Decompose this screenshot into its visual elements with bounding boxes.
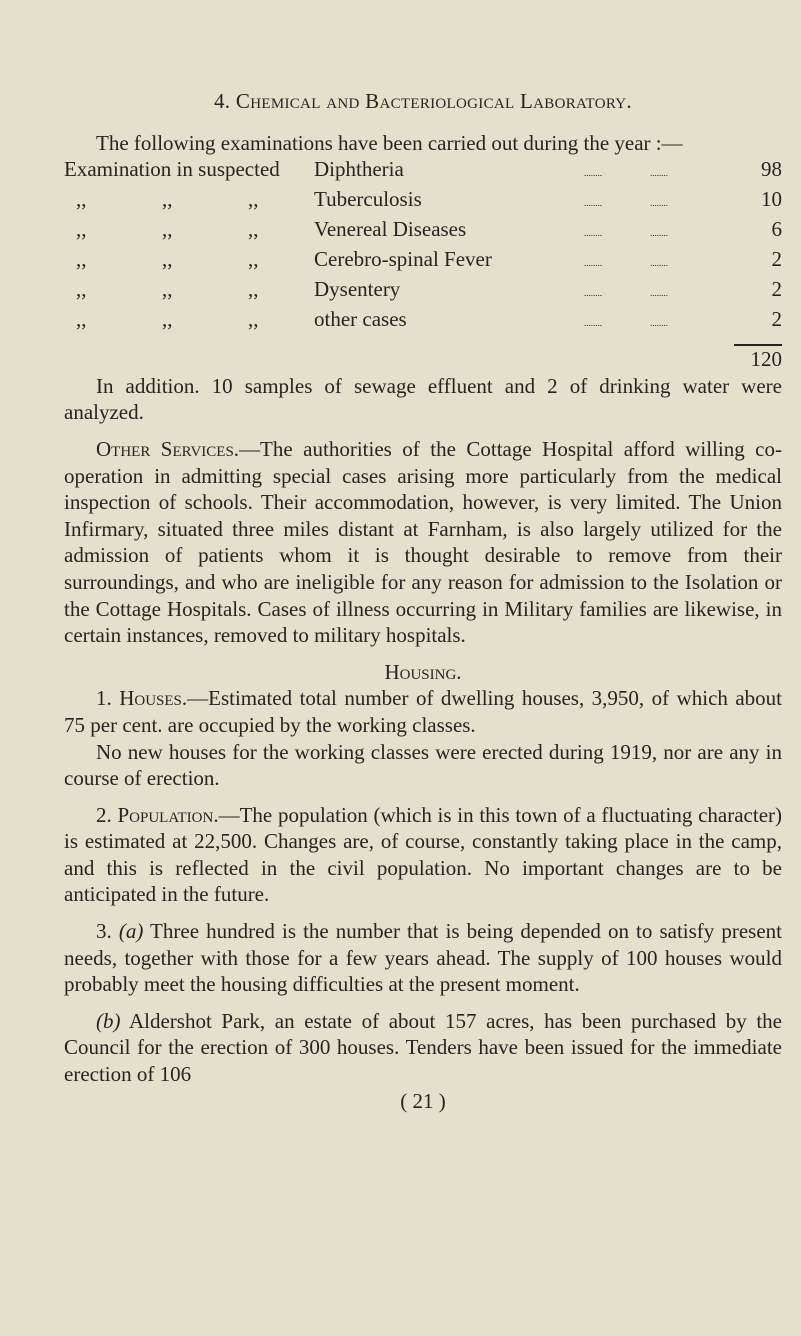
exam-count: 2 bbox=[771, 247, 782, 272]
exam-label: Venereal Diseases bbox=[314, 217, 467, 242]
leader-dots: ........ bbox=[650, 288, 668, 299]
other-services-text: —The authorities of the Cottage Hospital afford willing co-operation in admitting special cases arising more particularly from the medical inspection of schools. Their accommodation, however, is very limited. The Union Infirmary, situated three miles distant at Farnham, is also largely utilized for the admission of patients whom it is thought desirable to remove from their surroundings, and who are ineligible for any reason for admission to the Isolation or the Cottage Hospitals. Cases of illness occurring in Military families are likewise, in certain instances, removed to military hospitals. bbox=[64, 436, 782, 648]
exam-total: 120 bbox=[750, 347, 782, 372]
leader-dots: ........ bbox=[584, 228, 602, 239]
exam-table bbox=[64, 156, 782, 336]
leader-dots: ........ bbox=[584, 288, 602, 299]
exam-count: 2 bbox=[771, 277, 782, 302]
ditto-mark: ,, bbox=[248, 277, 259, 302]
population-paragraph bbox=[64, 802, 782, 908]
other-services-heading: Other Services. bbox=[96, 436, 240, 461]
exam-count: 6 bbox=[771, 217, 782, 242]
page-number: ( 21 ) bbox=[400, 1088, 446, 1113]
exam-row bbox=[64, 156, 782, 186]
exam-lead-cell bbox=[64, 216, 314, 246]
exam-label: Tuberculosis bbox=[314, 187, 422, 212]
p3b-letter: (b) bbox=[96, 1008, 121, 1033]
leader-dots: ........ bbox=[650, 258, 668, 269]
addition-paragraph: In addition. 10 samples of sewage effluent and 2 of drinking water were analyzed. bbox=[64, 373, 782, 425]
exam-lead: Examination in suspected bbox=[64, 157, 280, 182]
ditto-mark: ,, bbox=[76, 187, 87, 212]
leader-dots: ........ bbox=[650, 198, 668, 209]
leader-dots: ........ bbox=[584, 198, 602, 209]
ditto-mark: ,, bbox=[248, 247, 259, 272]
no-new-houses-paragraph: No new houses for the working classes were erected during 1919, nor are any in course of erection. bbox=[64, 739, 782, 791]
ditto-mark: ,, bbox=[76, 277, 87, 302]
ditto-mark: ,, bbox=[162, 187, 173, 212]
p3b-text: Aldershot Park, an estate of about 157 acres, has been purchased by the Council for the erection of 300 houses. Tenders have been issued for the immediate erection of 106 bbox=[64, 1008, 783, 1087]
leader-dots: ........ bbox=[584, 258, 602, 269]
p2-number: 2. bbox=[96, 802, 112, 827]
paragraph-3a bbox=[64, 918, 782, 998]
page-content bbox=[64, 88, 782, 1114]
p3-number: 3. bbox=[96, 919, 112, 944]
exam-label: Dysentery bbox=[314, 277, 401, 302]
p1-text: —Estimated total number of dwelling houses, 3,950, of which about 75 per cent. are occupied by the working classes. bbox=[64, 686, 782, 737]
exam-row bbox=[64, 216, 782, 246]
p1-heading: Houses. bbox=[119, 686, 188, 711]
p1-number: 1. bbox=[96, 686, 112, 711]
exam-lead-cell bbox=[64, 186, 314, 216]
exam-row bbox=[64, 186, 782, 216]
exam-label: Diphtheria bbox=[314, 157, 404, 182]
ditto-mark: ,, bbox=[162, 247, 173, 272]
leader-dots: ........ bbox=[584, 318, 602, 329]
exam-lead-cell bbox=[64, 246, 314, 276]
other-services-paragraph bbox=[64, 436, 782, 649]
exam-lead-cell bbox=[64, 306, 314, 336]
exam-lead-cell bbox=[64, 276, 314, 306]
exam-label: Cerebro-spinal Fever bbox=[314, 247, 492, 272]
ditto-mark: ,, bbox=[248, 187, 259, 212]
ditto-mark: ,, bbox=[248, 307, 259, 332]
exam-row bbox=[64, 306, 782, 336]
housing-heading: Housing. bbox=[384, 659, 462, 684]
exam-count: 2 bbox=[771, 307, 782, 332]
exam-label: other cases bbox=[314, 307, 407, 332]
p2-heading: Population. bbox=[117, 802, 219, 827]
exam-lead-cell bbox=[64, 156, 314, 186]
ditto-mark: ,, bbox=[248, 217, 259, 242]
ditto-mark: ,, bbox=[162, 217, 173, 242]
houses-paragraph bbox=[64, 685, 782, 738]
leader-dots: ........ bbox=[650, 228, 668, 239]
section-title-text: Chemical and Bacteriological Laboratory. bbox=[235, 89, 632, 113]
ditto-mark: ,, bbox=[162, 277, 173, 302]
leader-dots: ........ bbox=[584, 168, 602, 179]
p2-text: —The population (which is in this town of a fluctuating character) is estimated at 22,500. Changes are, of course, constantly taking place in the camp, and this is reflected in the civil population. No important changes are to be anticipated in the future. bbox=[64, 802, 782, 907]
ditto-mark: ,, bbox=[162, 307, 173, 332]
section-title bbox=[64, 88, 782, 115]
ditto-mark: ,, bbox=[76, 307, 87, 332]
exam-row bbox=[64, 246, 782, 276]
ditto-mark: ,, bbox=[76, 217, 87, 242]
p3-letter: (a) bbox=[118, 919, 144, 944]
exam-row bbox=[64, 276, 782, 306]
leader-dots: ........ bbox=[650, 318, 668, 329]
exam-count: 98 bbox=[761, 157, 782, 182]
p3-text: Three hundred is the number that is being depended on to satisfy present needs, together with those for a few years ahead. The supply of 100 houses would probably meet the housing difficulties at the present moment. bbox=[64, 919, 783, 997]
leader-dots: ........ bbox=[650, 168, 668, 179]
intro-paragraph: The following examinations have been carried out during the year :— bbox=[96, 130, 683, 155]
ditto-mark: ,, bbox=[76, 247, 87, 272]
exam-count: 10 bbox=[761, 187, 782, 212]
paragraph-3b bbox=[64, 1008, 782, 1088]
section-number: 4. bbox=[214, 89, 231, 113]
